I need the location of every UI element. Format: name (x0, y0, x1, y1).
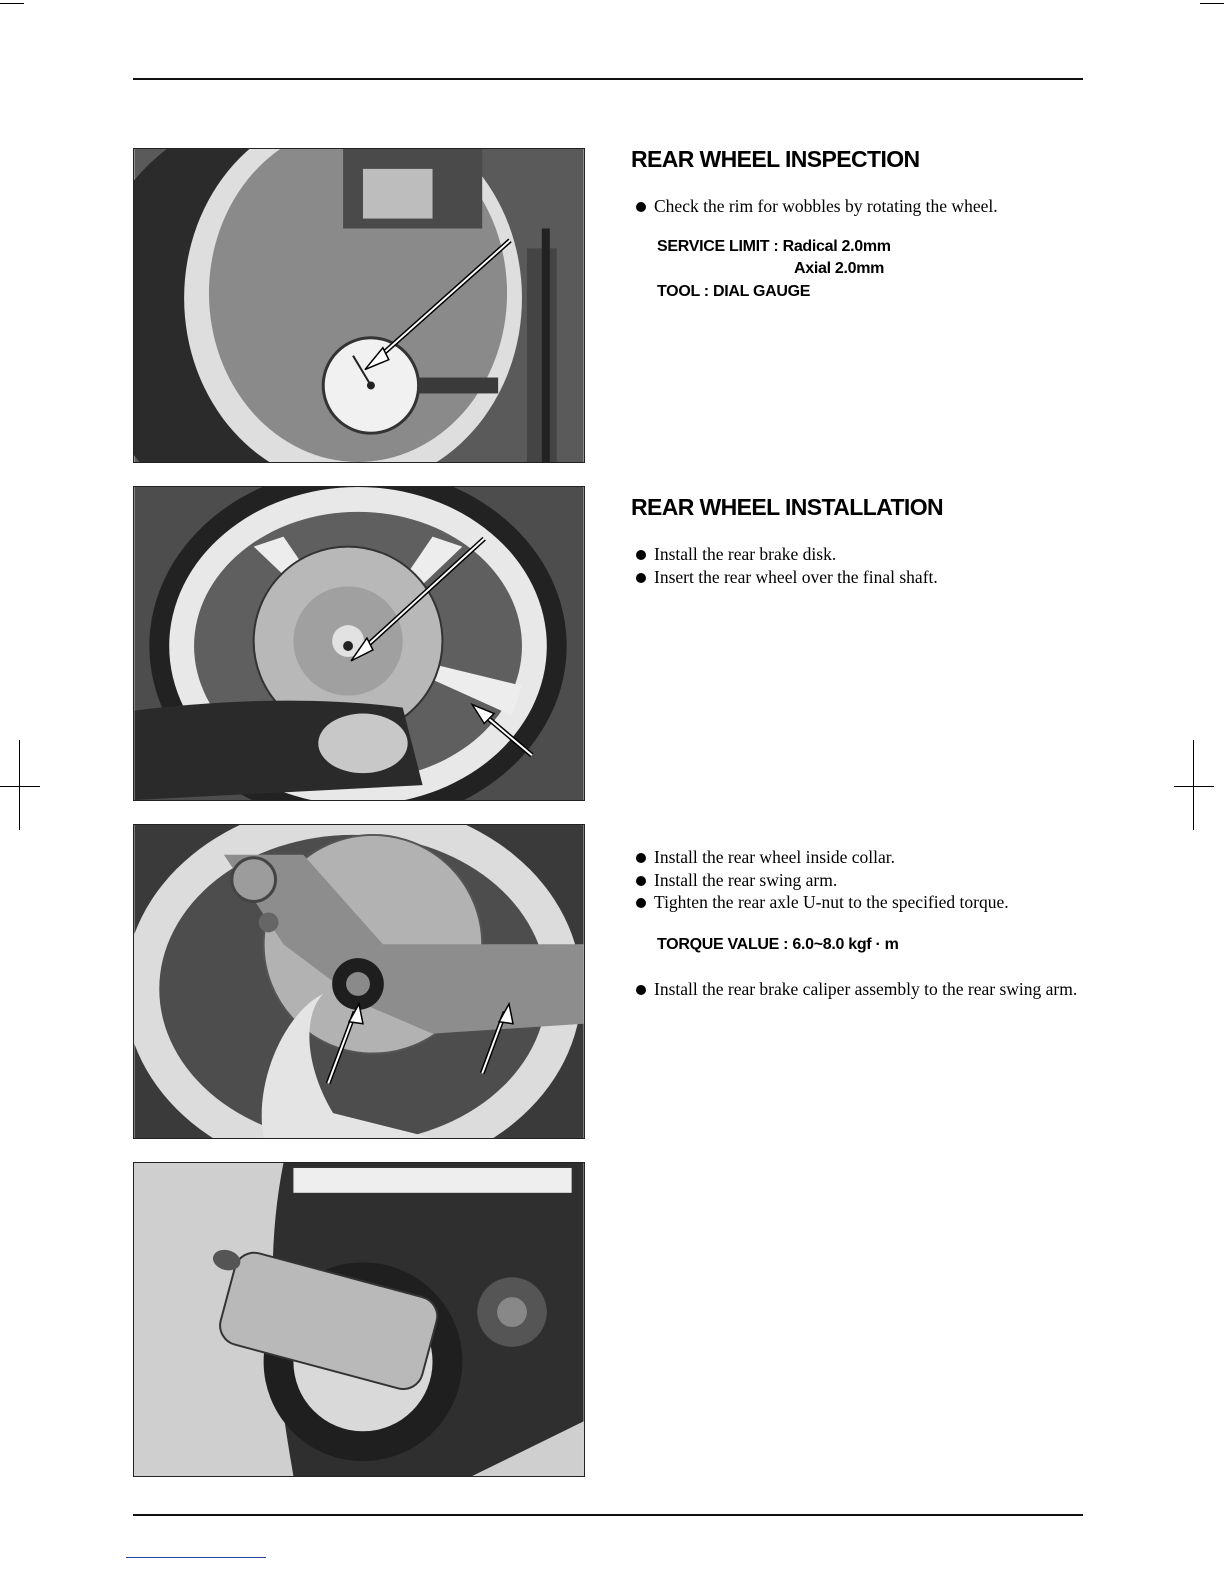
service-limit-axial-value: Axial 2.0mm (794, 260, 885, 277)
swing-arm-bullet: Tighten the rear axle U-nut to the specified torque. (631, 891, 1091, 914)
dial-gauge-photo (133, 148, 585, 463)
inspection-bullet: Check the rim for wobbles by rotating the wheel. (631, 195, 1091, 218)
header-rule (133, 78, 1083, 80)
installation-section (631, 494, 1091, 588)
swing-arm-photo (133, 824, 585, 1139)
swing-arm-bullet: Install the rear wheel inside collar. (631, 846, 1091, 869)
caliper-bullet: Install the rear brake caliper assembly to the rear swing arm. (631, 978, 1094, 1001)
muffler-illustration (134, 1163, 584, 1476)
muffler-photo (133, 1162, 585, 1477)
service-limit-radial: SERVICE LIMIT : Radical 2.0mm (657, 237, 891, 255)
installation-bullet: Install the rear brake disk. (631, 543, 1091, 566)
dial-gauge-illustration (134, 149, 584, 462)
swing-arm-section (631, 846, 1091, 1001)
footer-link-underline (126, 1557, 266, 1558)
registration-mark-left (19, 740, 20, 830)
inspection-section (631, 146, 1091, 303)
tool-spec: TOOL : DIAL GAUGE (657, 282, 811, 300)
torque-value: TORQUE VALUE : 6.0~8.0 kgf · m (657, 935, 899, 953)
registration-mark-right (1174, 786, 1214, 787)
crop-mark (1200, 3, 1224, 4)
brake-disk-illustration (134, 487, 584, 800)
swing-arm-illustration (134, 825, 584, 1138)
inspection-heading: REAR WHEEL INSPECTION (631, 146, 920, 172)
registration-mark-right (1193, 740, 1194, 830)
swing-arm-bullet: Install the rear swing arm. (631, 869, 1091, 892)
installation-bullet: Insert the rear wheel over the final shaft. (631, 566, 1091, 589)
footer-rule (133, 1514, 1083, 1516)
registration-mark-left (0, 786, 40, 787)
service-limit-axial (631, 258, 1091, 281)
brake-disk-photo (133, 486, 585, 801)
installation-heading: REAR WHEEL INSTALLATION (631, 494, 944, 520)
crop-mark (0, 3, 24, 4)
